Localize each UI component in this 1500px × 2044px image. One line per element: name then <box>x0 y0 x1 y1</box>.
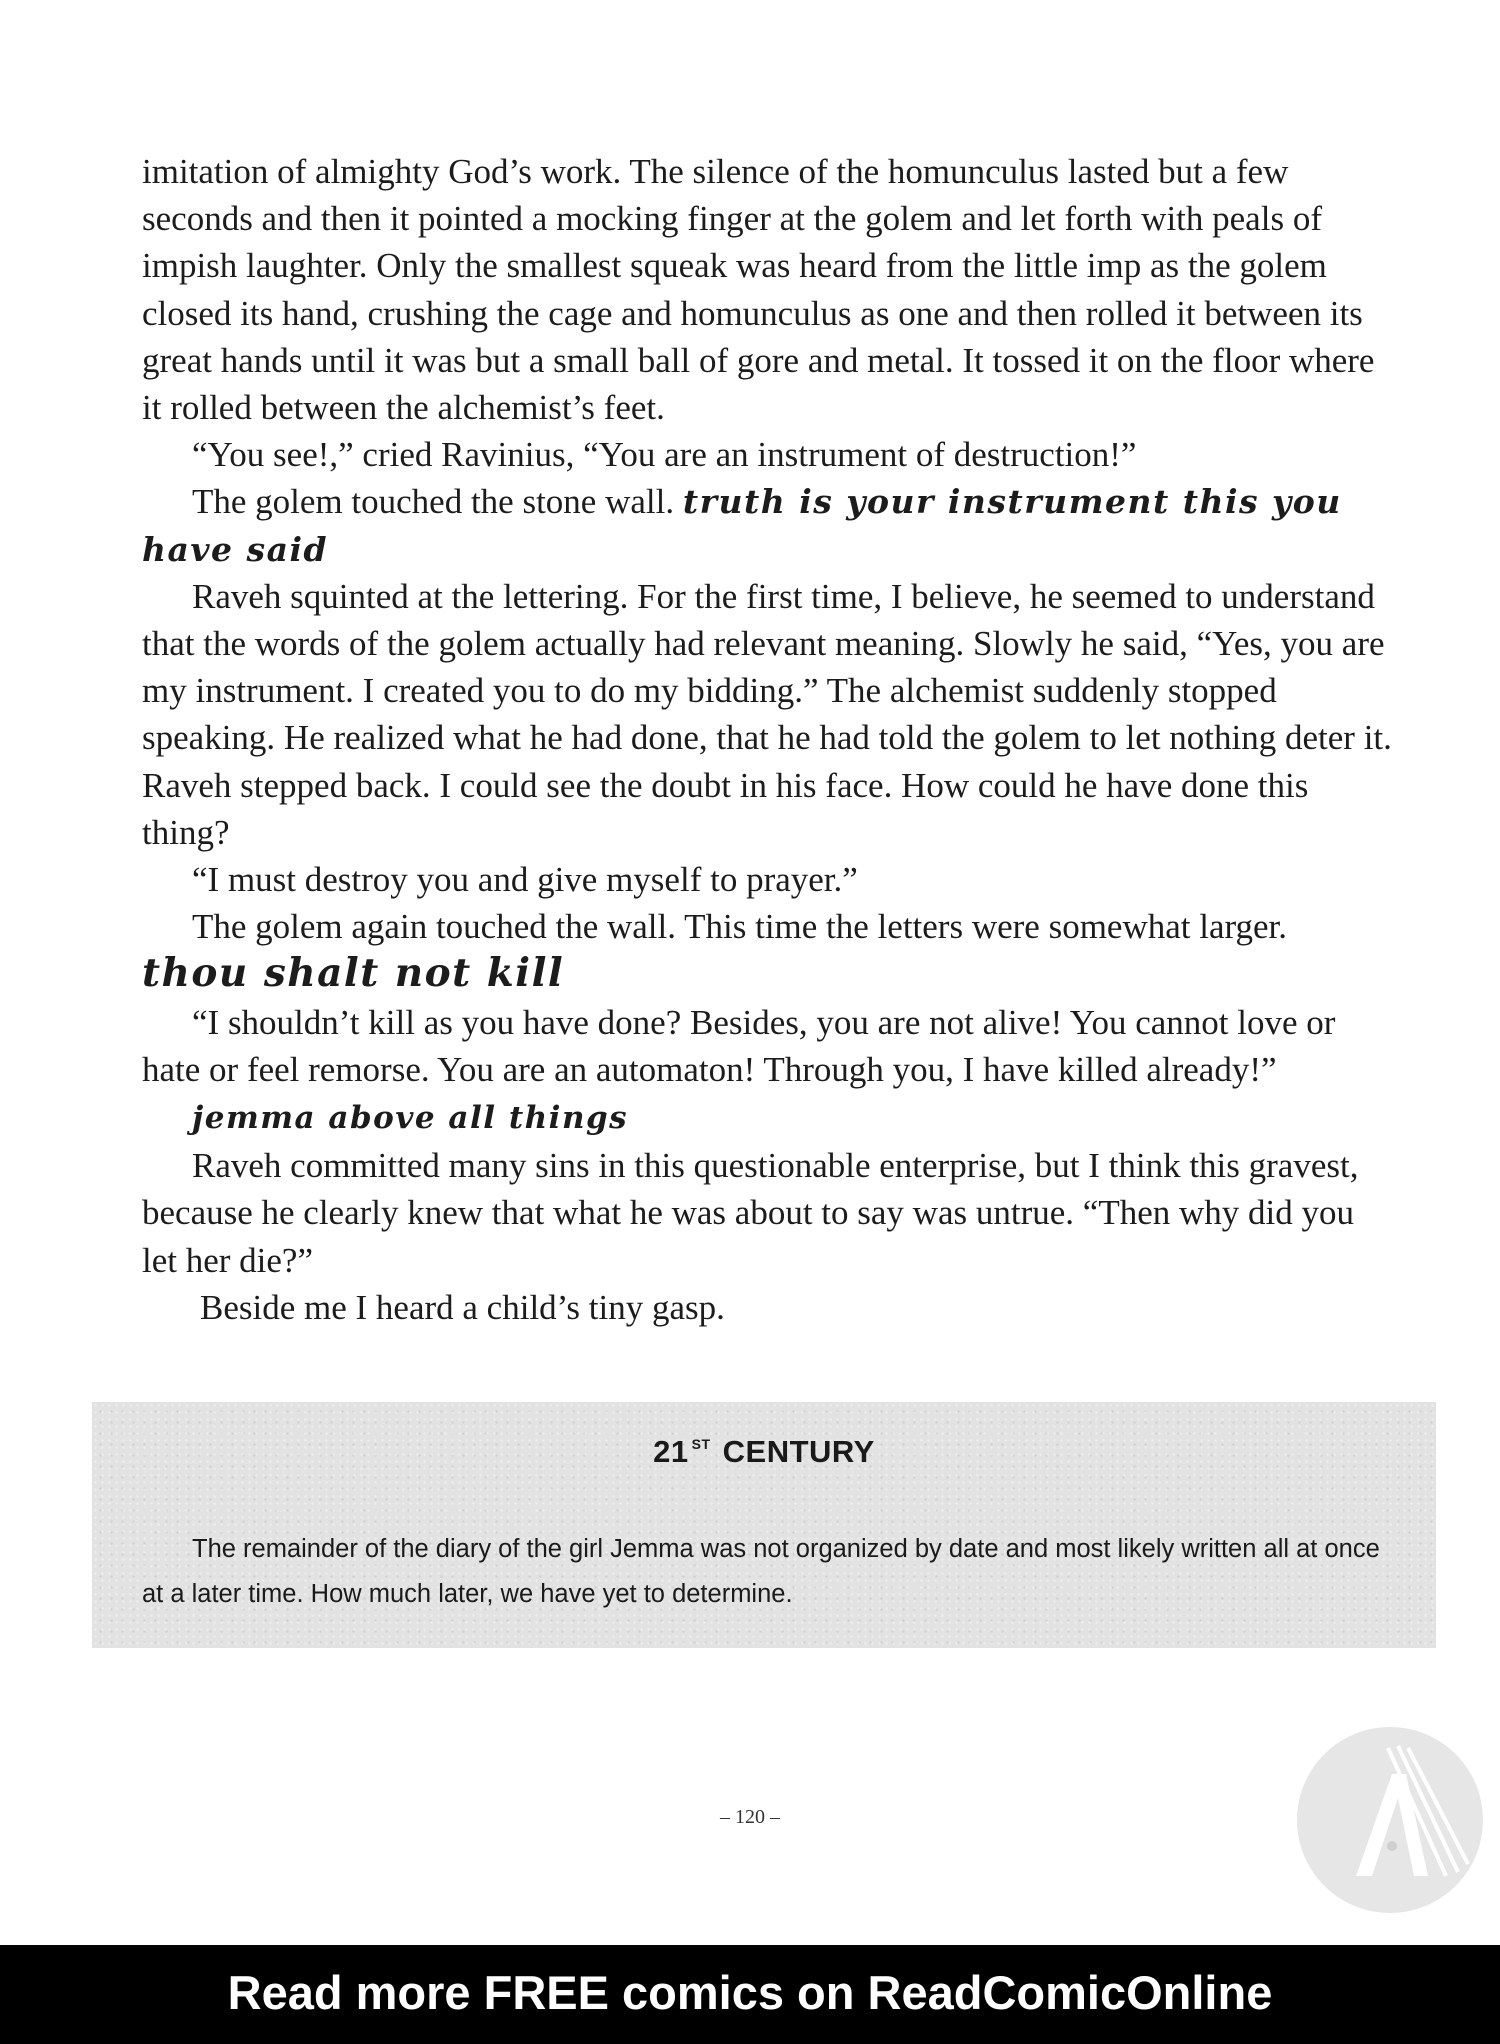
title-number: 21 <box>653 1434 689 1469</box>
paragraph: “You see!,” cried Ravinius, “You are an instrument of destruction!” <box>192 435 1137 475</box>
paragraph <box>142 1093 1392 1142</box>
paragraph: Beside me I heard a child’s tiny gasp. <box>200 1287 725 1327</box>
paragraph: “I shouldn’t kill as you have done? Besides, you are not alive! You cannot love or hate or feel remorse. You are an automaton! Through you, I have killed already!” <box>142 1002 1336 1089</box>
sidebar-text <box>142 1527 1402 1617</box>
paragraph-text: The golem touched the stone wall. <box>192 482 675 522</box>
sidebar-paragraph: The remainder of the diary of the girl Jemma was not organized by date and most likely written all at once at a later time. How much later, we have yet to determine. <box>142 1535 1380 1608</box>
golem-writing: truth is your instrument this you have said <box>142 482 1342 569</box>
paragraph: imitation of almighty God’s work. The silence of the homunculus lasted but a few seconds and then it pointed a mocking finger at the golem and let forth with peals of impish laughter. Only the smallest squeak was heard from the little imp as the golem closed its hand, crushing the cage and homunculus as one and then rolled it between its great hands until it was but a small ball of gore and metal. It tossed it on the floor where it rolled between the alchemist’s feet. <box>142 152 1375 428</box>
paragraph <box>142 478 1392 572</box>
readcomiconline-logo-icon <box>1296 1726 1484 1914</box>
century-sidebar <box>92 1402 1436 1648</box>
paragraph: “I must destroy you and give myself to prayer.” <box>192 860 858 900</box>
page-number: – 120 – <box>720 1806 780 1828</box>
sidebar-title <box>92 1434 1436 1470</box>
title-suffix: ST <box>691 1436 711 1452</box>
title-word: CENTURY <box>722 1434 875 1469</box>
paragraph <box>142 950 1392 998</box>
promo-banner-text[interactable]: Read more FREE comics on ReadComicOnline <box>227 1966 1273 2019</box>
golem-writing: jemma above all things <box>192 1100 629 1137</box>
paragraph: The golem again touched the wall. This time the letters were somewhat larger. <box>192 907 1288 947</box>
paragraph: Raveh squinted at the lettering. For the first time, I believe, he seemed to understand that the words of the golem actually had relevant meaning. Slowly he said, “Yes, you are my instrument. I created you to do my bidding.” The alchemist suddenly stopped speaking. He realized what he had done, that he had told the golem to let nothing deter it. Raveh stepped back. I could see the doubt in his face. How could he have done this thing? <box>142 576 1392 852</box>
promo-banner[interactable] <box>0 1945 1500 2044</box>
golem-writing: thou shalt not kill <box>142 950 565 997</box>
paragraph: Raveh committed many sins in this questionable enterprise, but I think this gravest, because he clearly knew that what he was about to say was untrue. “Then why did you let her die?” <box>142 1146 1359 1280</box>
story-text <box>142 148 1392 1331</box>
